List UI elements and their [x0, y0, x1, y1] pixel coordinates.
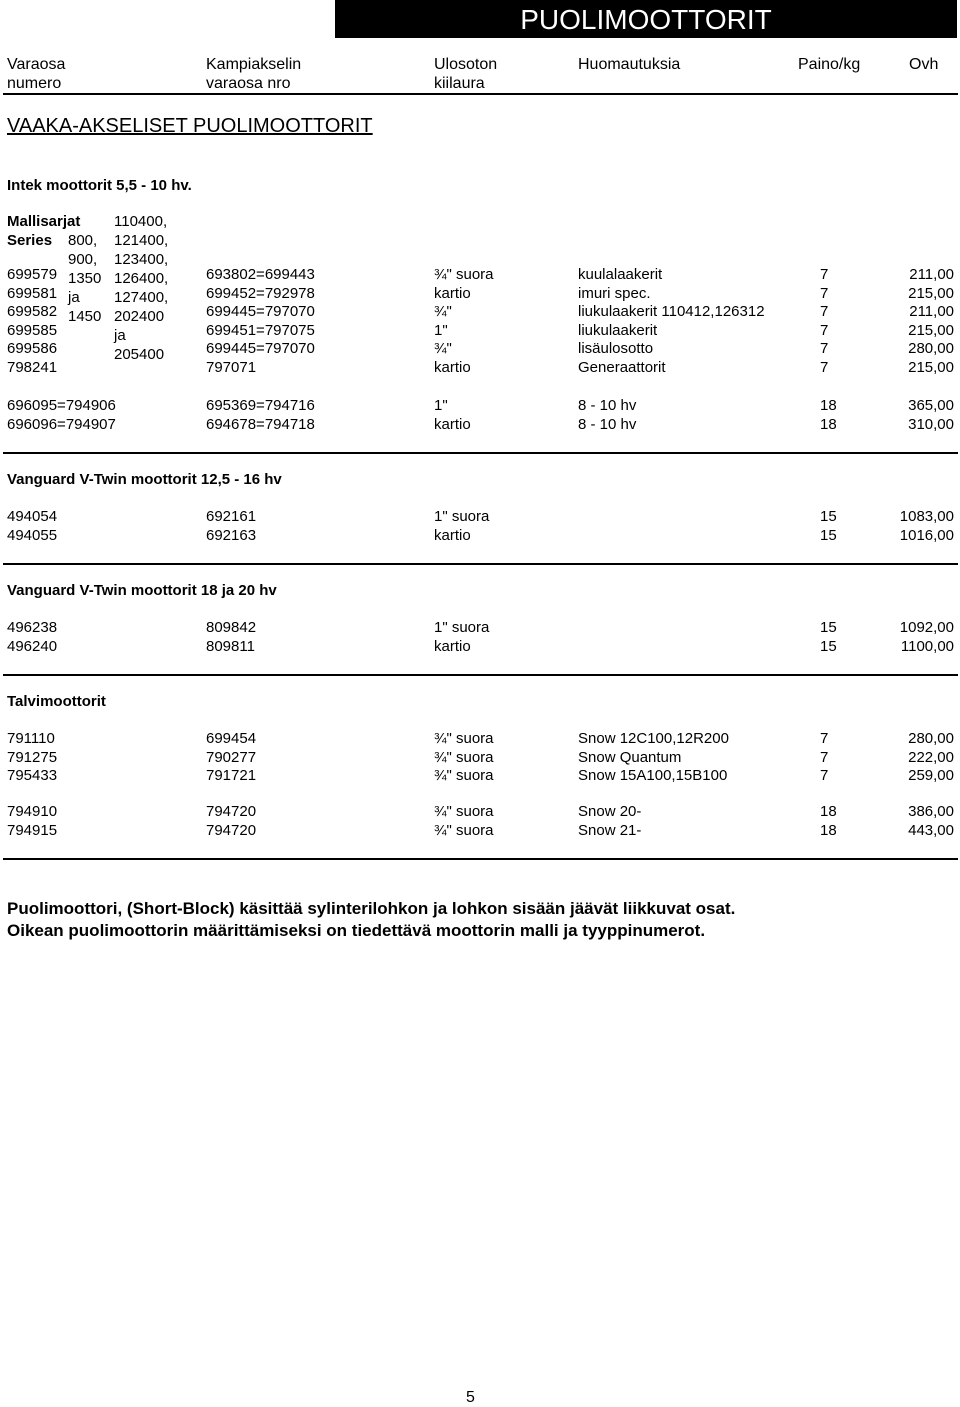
- price: 211,00: [909, 266, 954, 283]
- weight: 7: [820, 284, 829, 302]
- crank-number: 797071: [206, 358, 257, 376]
- crank-number: 699452=792978: [206, 284, 315, 302]
- output-shaft: ¾" suora: [434, 821, 494, 839]
- part-number: 699586: [7, 340, 58, 357]
- price: 1092,00: [899, 619, 954, 636]
- table-row: [0, 638, 960, 657]
- crank-number: 695369=794716: [206, 397, 315, 414]
- part-number: 794915: [7, 821, 58, 839]
- price: 215,00: [908, 358, 954, 376]
- price: 443,00: [908, 821, 954, 839]
- intek-table-a: [0, 266, 960, 377]
- price: 1100,00: [900, 637, 954, 655]
- notes: lisäulosotto: [578, 340, 654, 357]
- crank-number: 794720: [206, 821, 257, 839]
- col-part-line1: Varaosa: [7, 56, 66, 73]
- table-row: [0, 285, 960, 304]
- output-shaft: kartio: [434, 284, 471, 302]
- price: 215,00: [908, 321, 954, 339]
- footnote-line1: Puolimoottori, (Short-Block) käsittää sylinterilohkon ja lohkon sisään jäävät liikkuvat osat.: [7, 899, 736, 918]
- notes: 8 - 10 hv: [578, 397, 637, 414]
- section-divider: [3, 674, 958, 676]
- table-row: [0, 266, 960, 285]
- crank-number: 699445=797070: [206, 303, 315, 320]
- crank-number: 692161: [206, 508, 257, 525]
- intek-title: Intek moottorit 5,5 - 10 hv.: [7, 177, 192, 194]
- output-shaft: 1" suora: [434, 619, 490, 636]
- price: 310,00: [908, 415, 954, 433]
- price: 1083,00: [899, 508, 954, 525]
- col-price: Ovh: [909, 56, 939, 73]
- crank-number: 791721: [206, 767, 257, 784]
- table-row: [0, 508, 960, 527]
- section-divider: [3, 858, 958, 860]
- winter-table-a: [0, 730, 960, 786]
- output-shaft: kartio: [434, 637, 471, 655]
- notes: Generaattorit: [578, 358, 666, 376]
- weight: 7: [820, 730, 829, 747]
- weight: 18: [820, 821, 837, 839]
- footnote: [7, 898, 735, 942]
- table-row: [0, 416, 960, 435]
- model-series-label: Mallisarjat: [7, 213, 81, 230]
- table-row: [0, 527, 960, 546]
- notes: liukulaakerit 110412,126312: [578, 303, 765, 320]
- weight: 18: [820, 803, 837, 820]
- part-number: 791110: [7, 730, 55, 747]
- vtwin16-title: Vanguard V-Twin moottorit 12,5 - 16 hv: [7, 471, 282, 488]
- footnote-line2: Oikean puolimoottorin määrittämiseksi on tiedettävä moottorin malli ja tyyppinumerot.: [7, 921, 706, 940]
- part-number: 496240: [7, 637, 58, 655]
- part-number: 794910: [7, 803, 58, 820]
- weight: 15: [820, 619, 837, 636]
- page-title: PUOLIMOOTTORIT: [335, 0, 957, 38]
- table-row: [0, 749, 960, 768]
- vtwin20-table: [0, 619, 960, 656]
- series-label: Series: [7, 232, 53, 249]
- part-number: 494055: [7, 526, 58, 544]
- notes: liukulaakerit: [578, 321, 658, 339]
- model-series-value: 110400, 121400, 123400, 126400, 127400, 202400 ja 205400: [114, 213, 169, 363]
- notes: imuri spec.: [578, 284, 651, 302]
- weight: 7: [820, 748, 829, 766]
- table-row: [0, 767, 960, 786]
- weight: 7: [820, 767, 829, 784]
- notes: Snow Quantum: [578, 748, 682, 766]
- crank-number: 699445=797070: [206, 340, 315, 357]
- part-number: 699582: [7, 303, 58, 320]
- part-number: 494054: [7, 508, 58, 525]
- crank-number: 692163: [206, 526, 257, 544]
- price: 211,00: [909, 303, 954, 320]
- weight: 15: [820, 526, 837, 544]
- crank-number: 809842: [206, 619, 257, 636]
- weight: 15: [820, 508, 837, 525]
- price: 280,00: [908, 340, 954, 357]
- page-number: 5: [466, 1389, 475, 1406]
- weight: 7: [820, 340, 829, 357]
- weight: 18: [820, 415, 837, 433]
- output-shaft: kartio: [434, 526, 471, 544]
- header-divider: [3, 93, 958, 95]
- col-crank-line1: Kampiakselin: [206, 56, 302, 73]
- table-row: [0, 822, 960, 841]
- table-row: [0, 359, 960, 378]
- table-row: [0, 397, 960, 416]
- winter-title: Talvimoottorit: [7, 693, 106, 710]
- notes: Snow 20-: [578, 803, 642, 820]
- weight: 7: [820, 303, 829, 320]
- table-row: [0, 322, 960, 341]
- crank-number: 790277: [206, 748, 257, 766]
- col-weight: Paino/kg: [798, 56, 861, 73]
- output-shaft: ¾": [434, 303, 452, 320]
- weight: 18: [820, 397, 837, 414]
- output-shaft: ¾" suora: [434, 803, 494, 820]
- weight: 7: [820, 358, 829, 376]
- notes: Snow 12C100,12R200: [578, 730, 729, 747]
- notes: 8 - 10 hv: [578, 415, 637, 433]
- part-number: 696095=794906: [7, 397, 116, 414]
- output-shaft: 1": [434, 321, 448, 339]
- col-crank-line2: varaosa nro: [206, 75, 291, 92]
- table-row: [0, 803, 960, 822]
- price: 1016,00: [899, 526, 954, 544]
- output-shaft: ¾" suora: [434, 266, 494, 283]
- crank-number: 809811: [206, 637, 255, 655]
- part-number: 795433: [7, 767, 58, 784]
- output-shaft: 1" suora: [434, 508, 490, 525]
- col-part-line2: numero: [7, 75, 62, 92]
- table-row: [0, 619, 960, 638]
- output-shaft: kartio: [434, 358, 471, 376]
- price: 386,00: [908, 803, 954, 820]
- notes: kuulalaakerit: [578, 266, 663, 283]
- output-shaft: ¾" suora: [434, 730, 494, 747]
- intek-table-b: [0, 397, 960, 434]
- section-divider: [3, 452, 958, 454]
- crank-number: 694678=794718: [206, 415, 315, 433]
- section-divider: [3, 563, 958, 565]
- table-row: [0, 340, 960, 359]
- crank-number: 699454: [206, 730, 257, 747]
- table-row: [0, 730, 960, 749]
- vtwin20-title: Vanguard V-Twin moottorit 18 ja 20 hv: [7, 582, 277, 599]
- price: 259,00: [908, 767, 954, 784]
- output-shaft: ¾": [434, 340, 452, 357]
- output-shaft: kartio: [434, 415, 471, 433]
- table-row: [0, 303, 960, 322]
- part-number: 496238: [7, 619, 58, 636]
- vtwin16-table: [0, 508, 960, 545]
- part-number: 699579: [7, 266, 58, 283]
- part-number: 696096=794907: [7, 415, 116, 433]
- part-number: 699585: [7, 321, 58, 339]
- output-shaft: 1": [434, 397, 448, 414]
- part-number: 798241: [7, 358, 58, 376]
- notes: Snow 15A100,15B100: [578, 767, 728, 784]
- column-headers: [0, 55, 960, 93]
- part-number: 699581: [7, 284, 58, 302]
- col-notes: Huomautuksia: [578, 56, 681, 73]
- output-shaft: ¾" suora: [434, 748, 494, 766]
- output-shaft: ¾" suora: [434, 767, 494, 784]
- price: 215,00: [908, 284, 954, 302]
- weight: 7: [820, 321, 829, 339]
- price: 280,00: [908, 730, 954, 747]
- crank-number: 794720: [206, 803, 257, 820]
- part-number: 791275: [7, 748, 58, 766]
- col-output-line1: Ulosoton: [434, 56, 498, 73]
- weight: 15: [820, 637, 837, 655]
- section-title: VAAKA-AKSELISET PUOLIMOOTTORIT: [7, 115, 373, 137]
- crank-number: 699451=797075: [206, 321, 315, 339]
- series-value: 800, 900, 1350 ja 1450: [68, 232, 102, 325]
- price: 365,00: [908, 397, 954, 414]
- winter-table-b: [0, 803, 960, 840]
- price: 222,00: [908, 748, 954, 766]
- notes: Snow 21-: [578, 821, 642, 839]
- weight: 7: [820, 266, 829, 283]
- crank-number: 693802=699443: [206, 266, 315, 283]
- col-output-line2: kiilaura: [434, 75, 485, 92]
